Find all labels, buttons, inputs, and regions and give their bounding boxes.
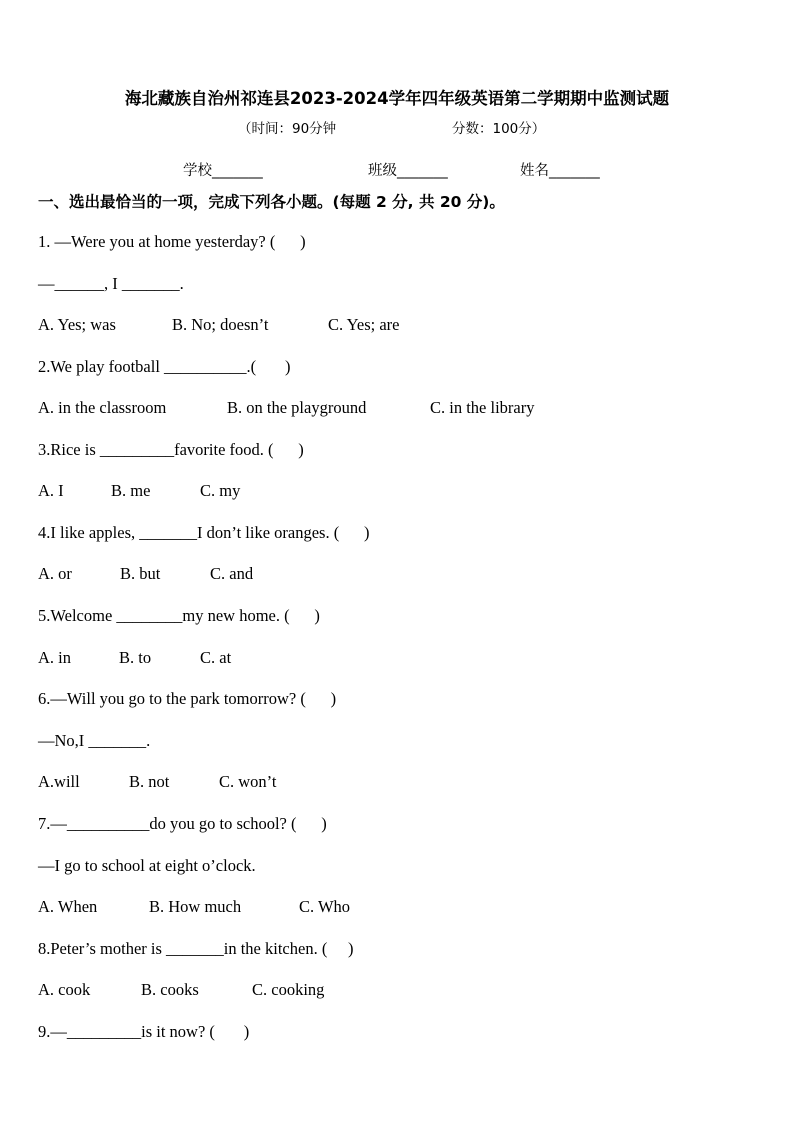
question-8-option-a: A. cook [38,980,91,999]
time-limit: （时间：90分钟 [238,121,337,137]
question-3-option-b: B. me [111,481,151,500]
question-8-option-c: C. cooking [252,980,325,999]
question-4-option-b: B. but [120,564,161,583]
question-6-option-b: B. not [129,772,170,791]
question-1-stem: 1. —Were you at home yesterday? ( ) [38,232,306,251]
question-7-reply: —I go to school at eight o’clock. [38,856,256,875]
question-7-stem: 7.—__________do you go to school? ( ) [38,814,327,833]
question-3-option-a: A. I [38,481,64,500]
question-1-option-a: A. Yes; was [38,315,116,334]
question-6-reply: —No,I _______. [38,731,151,750]
question-3-stem: 3.Rice is _________favorite food. ( ) [38,440,304,459]
question-5-option-c: C. at [200,648,232,667]
question-2-stem: 2.We play football __________.( ) [38,357,291,376]
section-heading: 一、选出最恰当的一项，完成下列各小题。(每题 2 分, 共 20 分)。 [38,193,505,211]
name-field: 姓名_______ [520,163,600,179]
question-6-option-c: C. won’t [219,772,277,791]
question-5-option-a: A. in [38,648,71,667]
question-5-stem: 5.Welcome ________my new home. ( ) [38,606,320,625]
question-7-option-c: C. Who [299,897,351,916]
question-4-stem: 4.I like apples, _______I don’t like oranges. ( ) [38,523,370,542]
question-5-option-b: B. to [119,648,152,667]
total-score: 分数：100分） [452,121,546,137]
question-8-stem: 8.Peter’s mother is _______in the kitchen. ( ) [38,939,354,958]
class-field: 班级_______ [368,163,448,179]
question-1-reply: —______, I _______. [38,274,184,293]
school-field: 学校_______ [183,163,263,179]
question-7-option-b: B. How much [149,897,242,916]
question-7-option-a: A. When [38,897,98,916]
question-2-option-c: C. in the library [430,398,535,417]
page-title: 海北藏族自治州祁连县2023-2024学年四年级英语第二学期期中监测试题 [124,89,670,108]
question-1-option-c: C. Yes; are [328,315,400,334]
question-6-stem: 6.—Will you go to the park tomorrow? ( ) [38,689,337,708]
question-9-stem: 9.—_________is it now? ( ) [38,1022,250,1041]
question-2-option-a: A. in the classroom [38,398,167,417]
question-4-option-a: A. or [38,564,72,583]
question-2-option-b: B. on the playground [227,398,367,417]
question-1-option-b: B. No; doesn’t [172,315,269,334]
question-3-option-c: C. my [200,481,241,500]
question-8-option-b: B. cooks [141,980,199,999]
question-4-option-c: C. and [210,564,254,583]
question-6-option-a: A.will [38,772,80,791]
